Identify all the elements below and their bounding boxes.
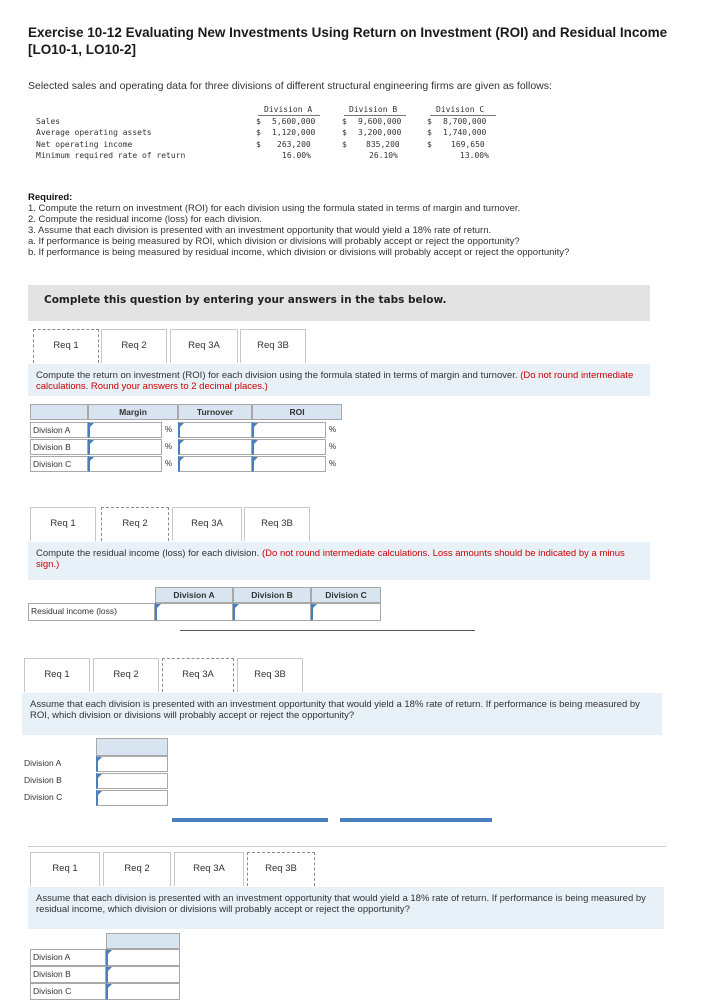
intro-text: Selected sales and operating data for three divisions of different structural engineering firms are given as follows: bbox=[28, 80, 552, 92]
req3a-instruction: Assume that each division is presented with an investment opportunity that would yield a 18% rate of return. If performance is being measured by ROI, which division or divisions will probably accept or reject the opportunity? bbox=[22, 693, 662, 735]
req1-roi-input-c[interactable] bbox=[252, 456, 326, 472]
tab-req1[interactable]: Req 1 bbox=[30, 507, 96, 541]
req1-row-label: Division A bbox=[30, 422, 88, 438]
req1-header-margin: Margin bbox=[88, 404, 178, 420]
data-table bbox=[36, 104, 506, 162]
req1-header-blank bbox=[30, 404, 88, 420]
req3a-progress-bar-right bbox=[340, 818, 492, 822]
req1-row-label: Division B bbox=[30, 439, 88, 455]
req3a-progress-bar-left bbox=[172, 818, 328, 822]
req3a-select-division-a[interactable] bbox=[96, 756, 168, 772]
req2-row-label: Residual income (loss) bbox=[28, 603, 155, 621]
required-item: 2. Compute the residual income (loss) for each division. bbox=[28, 214, 262, 225]
req3b-select-division-b[interactable] bbox=[106, 966, 180, 983]
complete-question-text: Complete this question by entering your answers in the tabs below. bbox=[44, 294, 447, 306]
req2-input-division-c[interactable] bbox=[311, 603, 381, 621]
req1-turnover-input-c[interactable] bbox=[178, 456, 252, 472]
tab-req2[interactable]: Req 2 bbox=[103, 852, 171, 886]
req3b-header-answer bbox=[106, 933, 180, 949]
req3a-select-division-c[interactable] bbox=[96, 790, 168, 806]
tab-req2[interactable]: Req 2 bbox=[101, 329, 167, 363]
required-item: 3. Assume that each division is presented with an investment opportunity that would yield a 18% rate of return. bbox=[28, 225, 492, 236]
required-section bbox=[28, 192, 569, 258]
tab-req3a[interactable]: Req 3A bbox=[172, 507, 242, 541]
req2-header-division-b: Division B bbox=[233, 587, 311, 603]
req3b-row-label: Division A bbox=[30, 949, 106, 966]
req1-roi-input-b[interactable] bbox=[252, 439, 326, 455]
tab-req3b[interactable]: Req 3B bbox=[240, 329, 306, 363]
req2-header-division-a: Division A bbox=[155, 587, 233, 603]
tab-req3a[interactable]: Req 3A bbox=[170, 329, 238, 363]
tab-req3b[interactable]: Req 3B bbox=[247, 852, 315, 886]
tab-req1[interactable]: Req 1 bbox=[24, 658, 90, 692]
header-division-c: Division C bbox=[436, 105, 485, 114]
req3b-row-label: Division B bbox=[30, 966, 106, 983]
req1-turnover-input-a[interactable] bbox=[178, 422, 252, 438]
table-row: Minimum required rate of return 16.00% 26.10% 13.00% bbox=[36, 151, 489, 160]
tab-req3b[interactable]: Req 3B bbox=[237, 658, 303, 692]
complete-question-banner bbox=[28, 285, 650, 321]
req1-row-label: Division C bbox=[30, 456, 88, 472]
req3a-header-answer bbox=[96, 738, 168, 756]
req3a-header-blank bbox=[22, 738, 96, 756]
required-item: 1. Compute the return on investment (ROI) for each division using the formula stated in terms of margin and turnover. bbox=[28, 203, 521, 214]
req1-instruction: Compute the return on investment (ROI) for each division using the formula stated in terms of margin and turnover. (Do not round intermediate calculations. Round your answers to 2 decimal places.) bbox=[28, 364, 650, 396]
req2-input-division-a[interactable] bbox=[155, 603, 233, 621]
req1-margin-input-a[interactable] bbox=[88, 422, 162, 438]
tab-req2[interactable]: Req 2 bbox=[93, 658, 159, 692]
tab-req3a[interactable]: Req 3A bbox=[174, 852, 244, 886]
req3b-select-division-a[interactable] bbox=[106, 949, 180, 966]
req3a-row-label: Division A bbox=[22, 756, 96, 772]
tab-req1[interactable]: Req 1 bbox=[30, 852, 100, 886]
req2-divider bbox=[180, 630, 475, 631]
req3a-divider bbox=[28, 846, 666, 847]
page-title: Exercise 10-12 Evaluating New Investments Using Return on Investment (ROI) and Residual Income [LO10-1, LO10-2] bbox=[28, 25, 668, 57]
req3b-row-label: Division C bbox=[30, 983, 106, 1000]
req2-header-division-c: Division C bbox=[311, 587, 381, 603]
tab-req2[interactable]: Req 2 bbox=[101, 507, 169, 541]
header-division-a: Division A bbox=[264, 105, 313, 114]
req1-turnover-input-b[interactable] bbox=[178, 439, 252, 455]
table-row: Net operating income $ 263,200 $ 835,200 $ 169,650 bbox=[36, 139, 485, 149]
tab-req1[interactable]: Req 1 bbox=[33, 329, 99, 363]
req3a-row-label: Division C bbox=[22, 790, 96, 806]
req3a-select-division-b[interactable] bbox=[96, 773, 168, 789]
req2-instruction: Compute the residual income (loss) for each division. (Do not round intermediate calculations. Loss amounts should be indicated by a minus sign.) bbox=[28, 542, 650, 580]
table-row: Average operating assets $ 1,120,000 $ 3,200,000 $ 1,740,000 bbox=[36, 128, 487, 137]
req3b-instruction: Assume that each division is presented with an investment opportunity that would yield a 18% rate of return. If performance is being measured by residual income, which division or divisions will probably accept or reject the opportunity? bbox=[28, 887, 664, 929]
req1-margin-input-c[interactable] bbox=[88, 456, 162, 472]
required-item: b. If performance is being measured by residual income, which division or divisions will probably accept or reject the opportunity? bbox=[28, 247, 570, 258]
req3a-row-label: Division B bbox=[22, 773, 96, 789]
required-item: a. If performance is being measured by ROI, which division or divisions will probably accept or reject the opportunity? bbox=[28, 236, 520, 247]
req1-header-turnover: Turnover bbox=[178, 404, 252, 420]
tab-req3a[interactable]: Req 3A bbox=[162, 658, 234, 692]
req3b-select-division-c[interactable] bbox=[106, 983, 180, 1000]
table-row: Sales $ 5,600,000 $ 9,600,000 $ 8,700,000 bbox=[36, 116, 487, 126]
required-heading: Required: bbox=[28, 192, 73, 203]
header-division-b: Division B bbox=[349, 105, 398, 114]
tab-req3b[interactable]: Req 3B bbox=[244, 507, 310, 541]
req1-margin-input-b[interactable] bbox=[88, 439, 162, 455]
req1-header-roi: ROI bbox=[252, 404, 342, 420]
req2-input-division-b[interactable] bbox=[233, 603, 311, 621]
req1-roi-input-a[interactable] bbox=[252, 422, 326, 438]
